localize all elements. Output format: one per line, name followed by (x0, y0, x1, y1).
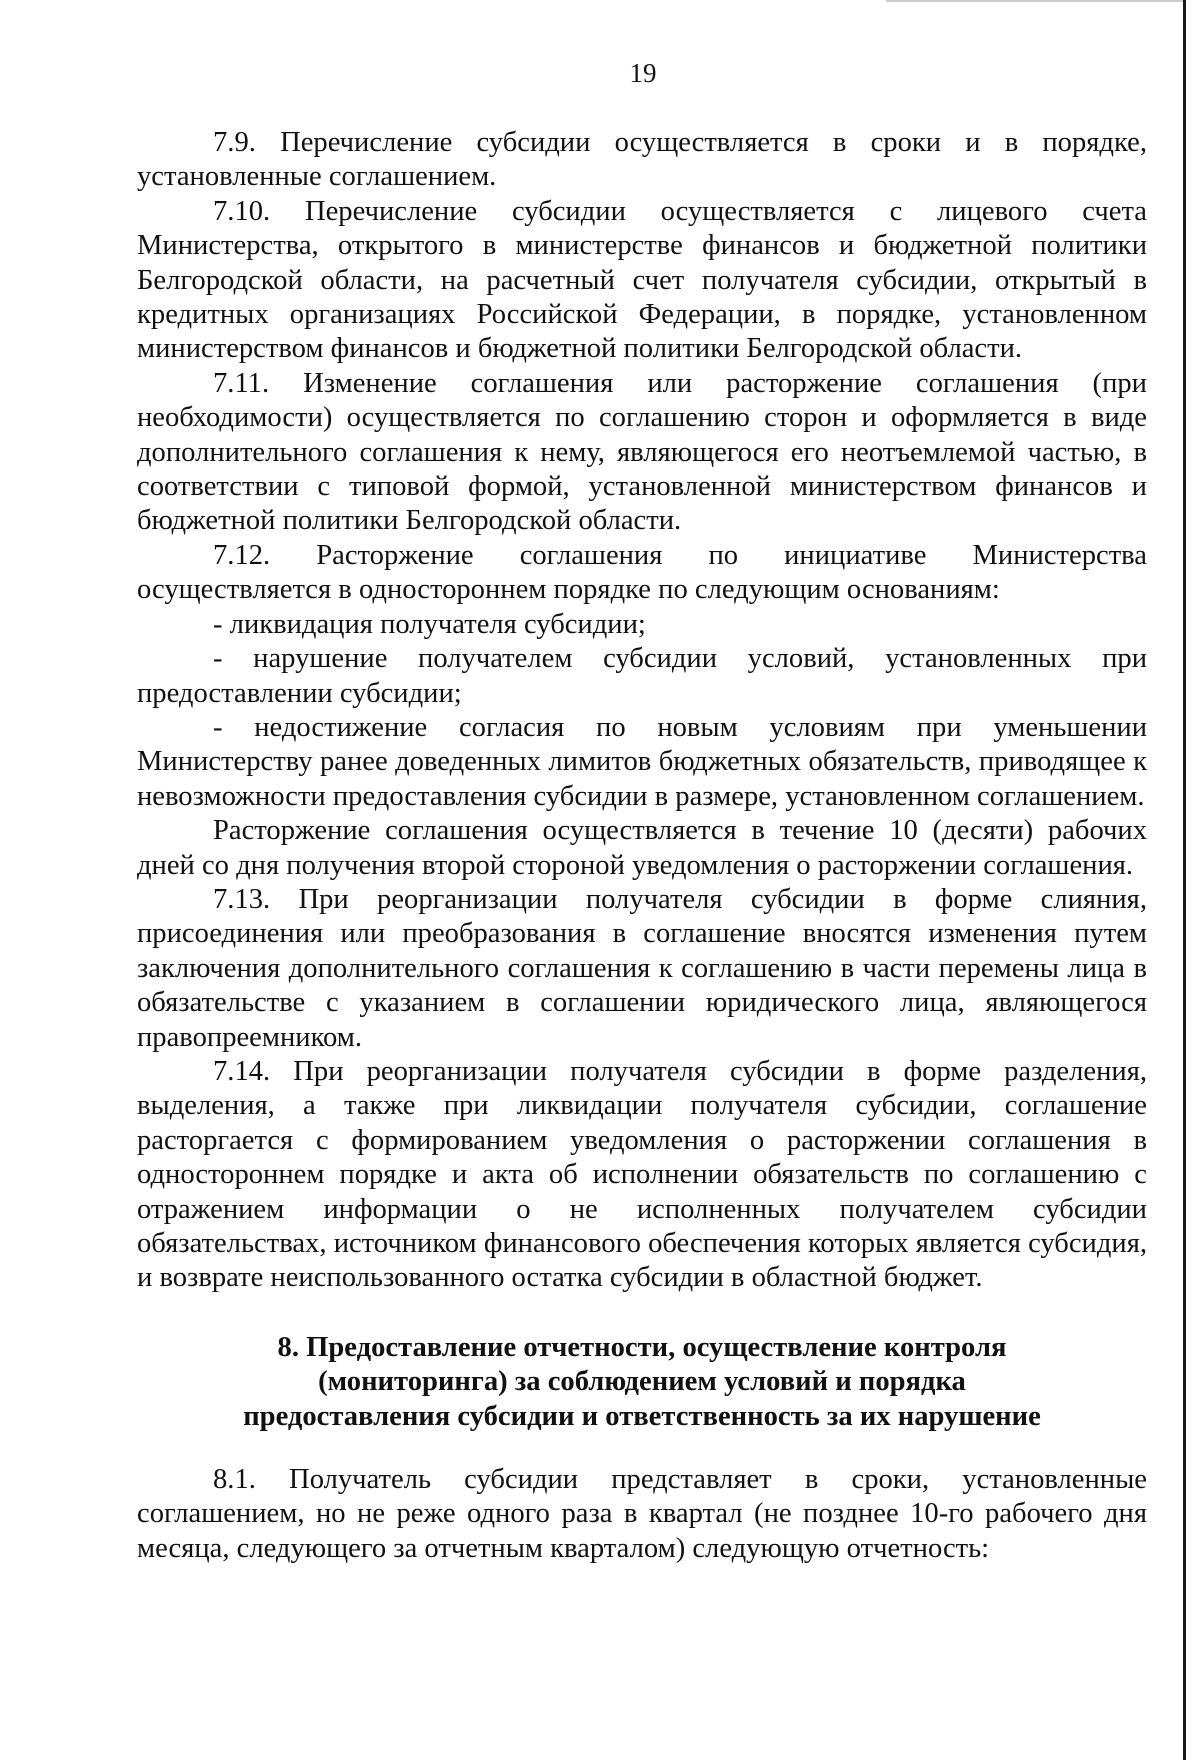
paragraph-7-13: 7.13. При реорганизации получателя субсидии в форме слияния, присоединения или преобразования в соглашение вносятся изменения путем заключения дополнительного соглашения к соглашению в части перемены лица в обязательстве с указанием в соглашении юридического лица, являющегося правопреемником. (137, 883, 1147, 1053)
paragraph-7-9: 7.9. Перечисление субсидии осуществляется в сроки и в порядке, установленные соглашением. (137, 127, 1147, 193)
section-8-heading (137, 1331, 1147, 1434)
section-heading-line: предоставления субсидии и ответственность за их нарушение (243, 1400, 1041, 1432)
paragraph-8-1: 8.1. Получатель субсидии представляет в сроки, установленные соглашением, но не реже одного раза в квартал (не позднее 10-го рабочего дня месяца, следующего за отчетным кварталом) следующую отчетность: (137, 1464, 1147, 1564)
paragraph-7-12: 7.12. Расторжение соглашения по инициативе Министерства осуществляется в одностороннем порядке по следующим основаниям: (137, 539, 1147, 606)
paragraph-7-14: 7.14. При реорганизации получателя субсидии в форме разделения, выделения, а также при ликвидации получателя субсидии, соглашение расторгается с формированием уведомления о расторжении соглашения в одностороннем порядке и акта об исполнении обязательств по соглашению с отражением информации о не исполненных получателем субсидии обязательствах, источником финансового обеспечения которых является субсидия, и возврате неиспользованного остатка субсидии в областной бюджет. (137, 1055, 1147, 1294)
page-number: 19 (629, 58, 657, 88)
page-top-edge (886, 0, 1186, 2)
paragraph-termination-term: Расторжение соглашения осуществляется в течение 10 (десяти) рабочих дней со дня получения второй стороной уведомления о расторжении соглашения. (137, 815, 1147, 881)
page-right-edge (1183, 0, 1186, 1760)
list-item-liquidation: - ликвидация получателя субсидии; (213, 608, 646, 640)
list-item-no-agreement: - недостижение согласия по новым условиям при уменьшении Министерству ранее доведенных лимитов бюджетных обязательств, приводящее к невозможности предоставления субсидии в размере, установленном соглашением. (137, 711, 1147, 812)
section-heading-line: (мониторинга) за соблюдением условий и порядка (318, 1366, 966, 1398)
paragraph-7-11: 7.11. Изменение соглашения или расторжение соглашения (при необходимости) осуществляется по соглашению сторон и оформляется в виде дополнительного соглашения к нему, являющегося его неотъемлемой частью, в соответствии с типовой формой, установленной министерством финансов и бюджетной политики Белгородской области. (137, 367, 1147, 537)
list-item-violation: - нарушение получателем субсидии условий, установленных при предоставлении субсидии; (137, 643, 1147, 709)
paragraph-7-10: 7.10. Перечисление субсидии осуществляется с лицевого счета Министерства, открытого в министерстве финансов и бюджетной политики Белгородской области, на расчетный счет получателя субсидии, открытый в кредитных организациях Российской Федерации, в порядке, установленном министерством финансов и бюджетной политики Белгородской области. (137, 195, 1147, 365)
section-heading-line: 8. Предоставление отчетности, осуществление контроля (277, 1331, 1007, 1363)
document-body (137, 126, 1147, 1566)
